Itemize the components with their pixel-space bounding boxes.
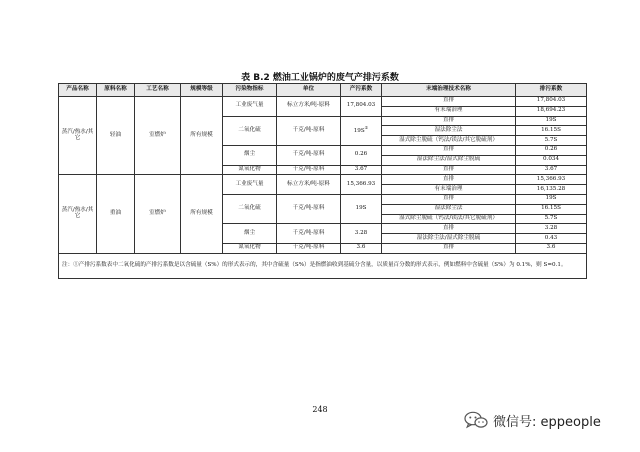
treatment-cell: 直排 xyxy=(382,243,516,253)
treatment-cell: 直排 xyxy=(382,194,516,204)
wechat-watermark xyxy=(464,411,601,429)
pollutant-cell: 二氧化硫 xyxy=(223,116,277,145)
header-cell: 污染物指标 xyxy=(223,84,277,97)
header-cell: 排污系数 xyxy=(516,84,587,97)
emission-factor-cell: 0.034 xyxy=(516,155,587,165)
emission-factor-cell: 15,366.93 xyxy=(516,175,587,185)
treatment-cell: 直排 xyxy=(382,97,516,107)
treatment-cell: 直排 xyxy=(382,175,516,185)
treatment-cell: 湿法除尘法/湿式除尘脱硫 xyxy=(382,234,516,244)
unit-cell: 标立方米/吨-原料 xyxy=(277,97,341,117)
table-row xyxy=(59,97,587,107)
treatment-cell: 有末端治理 xyxy=(382,106,516,116)
header-cell: 产污系数 xyxy=(341,84,382,97)
table-title: 表 B.2 燃油工业锅炉的废气产排污系数 xyxy=(241,73,399,83)
header-cell: 产品名称 xyxy=(59,84,97,97)
header-cell: 末端治理技术名称 xyxy=(382,84,516,97)
material-cell: 重油 xyxy=(97,175,135,253)
generation-factor-cell xyxy=(341,116,382,145)
emission-factor-cell: 16.15S xyxy=(516,126,587,136)
product-cell: 蒸汽/热水/其它 xyxy=(59,175,97,253)
scale-cell: 所有规模 xyxy=(181,175,223,253)
emission-factor-cell: 5.7S xyxy=(516,136,587,146)
generation-factor-cell: 3.67 xyxy=(341,165,382,175)
generation-factor-cell: 0.26 xyxy=(341,145,382,165)
footnote-marker: ① xyxy=(364,125,369,131)
table-note: 注：①产排污系数表中二氧化硫的产排污系数是以含硫量（S%）的形式表示的，其中含硫量（S%）是指燃油收到基硫分含量，以质量百分数的形式表示，例如燃料中含硫量（S%）为 0.1%，则 S=0.1。 xyxy=(59,253,587,278)
emission-factor-cell: 0.26 xyxy=(516,145,587,155)
treatment-cell: 直排 xyxy=(382,145,516,155)
emission-factor-cell: 19S xyxy=(516,116,587,126)
pollutant-cell: 氮氧化物 xyxy=(223,165,277,175)
treatment-cell: 湿法除尘法 xyxy=(382,126,516,136)
product-cell: 蒸汽/热水/其它 xyxy=(59,97,97,175)
generation-factor-cell: 3.28 xyxy=(341,224,382,244)
pollutant-cell: 工业废气量 xyxy=(223,97,277,117)
emission-factor-cell: 5.7S xyxy=(516,214,587,224)
treatment-cell: 湿式除尘脱硫（钙法/镁法/其它脱硫剂） xyxy=(382,214,516,224)
wechat-icon xyxy=(464,411,488,429)
pollutant-cell: 二氧化硫 xyxy=(223,194,277,223)
treatment-cell: 湿法除尘法/湿式除尘脱硫 xyxy=(382,155,516,165)
emission-factor-cell: 18,694.23 xyxy=(516,106,587,116)
header-cell: 工艺名称 xyxy=(135,84,181,97)
generation-factor-cell: 3.6 xyxy=(341,243,382,253)
unit-cell: 千克/吨-原料 xyxy=(277,165,341,175)
emission-factor-cell: 19S xyxy=(516,194,587,204)
treatment-cell: 直排 xyxy=(382,165,516,175)
scale-cell: 所有规模 xyxy=(181,97,223,175)
unit-cell: 千克/吨-原料 xyxy=(277,116,341,145)
header-row xyxy=(59,84,587,97)
pollutant-cell: 工业废气量 xyxy=(223,175,277,195)
note-row xyxy=(59,253,587,278)
header-cell: 单位 xyxy=(277,84,341,97)
generation-factor-cell: 15,366.93 xyxy=(341,175,382,195)
treatment-cell: 直排 xyxy=(382,116,516,126)
material-cell: 轻油 xyxy=(97,97,135,175)
header-cell: 原料名称 xyxy=(97,84,135,97)
header-cell: 规模等级 xyxy=(181,84,223,97)
emission-factor-cell: 17,804.03 xyxy=(516,97,587,107)
table-row xyxy=(59,175,587,185)
process-cell: 室燃炉 xyxy=(135,97,181,175)
emission-factor-cell: 3.28 xyxy=(516,224,587,234)
emission-factor-cell: 16,135.28 xyxy=(516,185,587,195)
treatment-cell: 湿式除尘脱硫（钙法/镁法/其它脱硫剂） xyxy=(382,136,516,146)
generation-factor-cell: 17,804.03 xyxy=(341,97,382,117)
emission-factor-cell: 16.15S xyxy=(516,204,587,214)
pollutant-cell: 烟尘 xyxy=(223,145,277,165)
watermark-text: 微信号: eppeople xyxy=(493,414,601,430)
unit-cell: 千克/吨-原料 xyxy=(277,145,341,165)
unit-cell: 标立方米/吨-原料 xyxy=(277,175,341,195)
emission-factor-cell: 3.6 xyxy=(516,243,587,253)
pollutant-cell: 烟尘 xyxy=(223,224,277,244)
process-cell: 室燃炉 xyxy=(135,175,181,253)
generation-factor-cell: 19S xyxy=(341,194,382,223)
treatment-cell: 直排 xyxy=(382,224,516,234)
page-number: 248 xyxy=(312,405,328,414)
unit-cell: 千克/吨-原料 xyxy=(277,224,341,244)
unit-cell: 千克/吨-原料 xyxy=(277,194,341,223)
pollutant-cell: 氮氧化物 xyxy=(223,243,277,253)
treatment-cell: 有末端治理 xyxy=(382,185,516,195)
emission-factor-table xyxy=(58,83,587,279)
emission-factor-cell: 3.67 xyxy=(516,165,587,175)
unit-cell: 千克/吨-原料 xyxy=(277,243,341,253)
factor-value: 19S xyxy=(353,128,365,135)
emission-factor-cell: 0.43 xyxy=(516,234,587,244)
treatment-cell: 湿法除尘法 xyxy=(382,204,516,214)
